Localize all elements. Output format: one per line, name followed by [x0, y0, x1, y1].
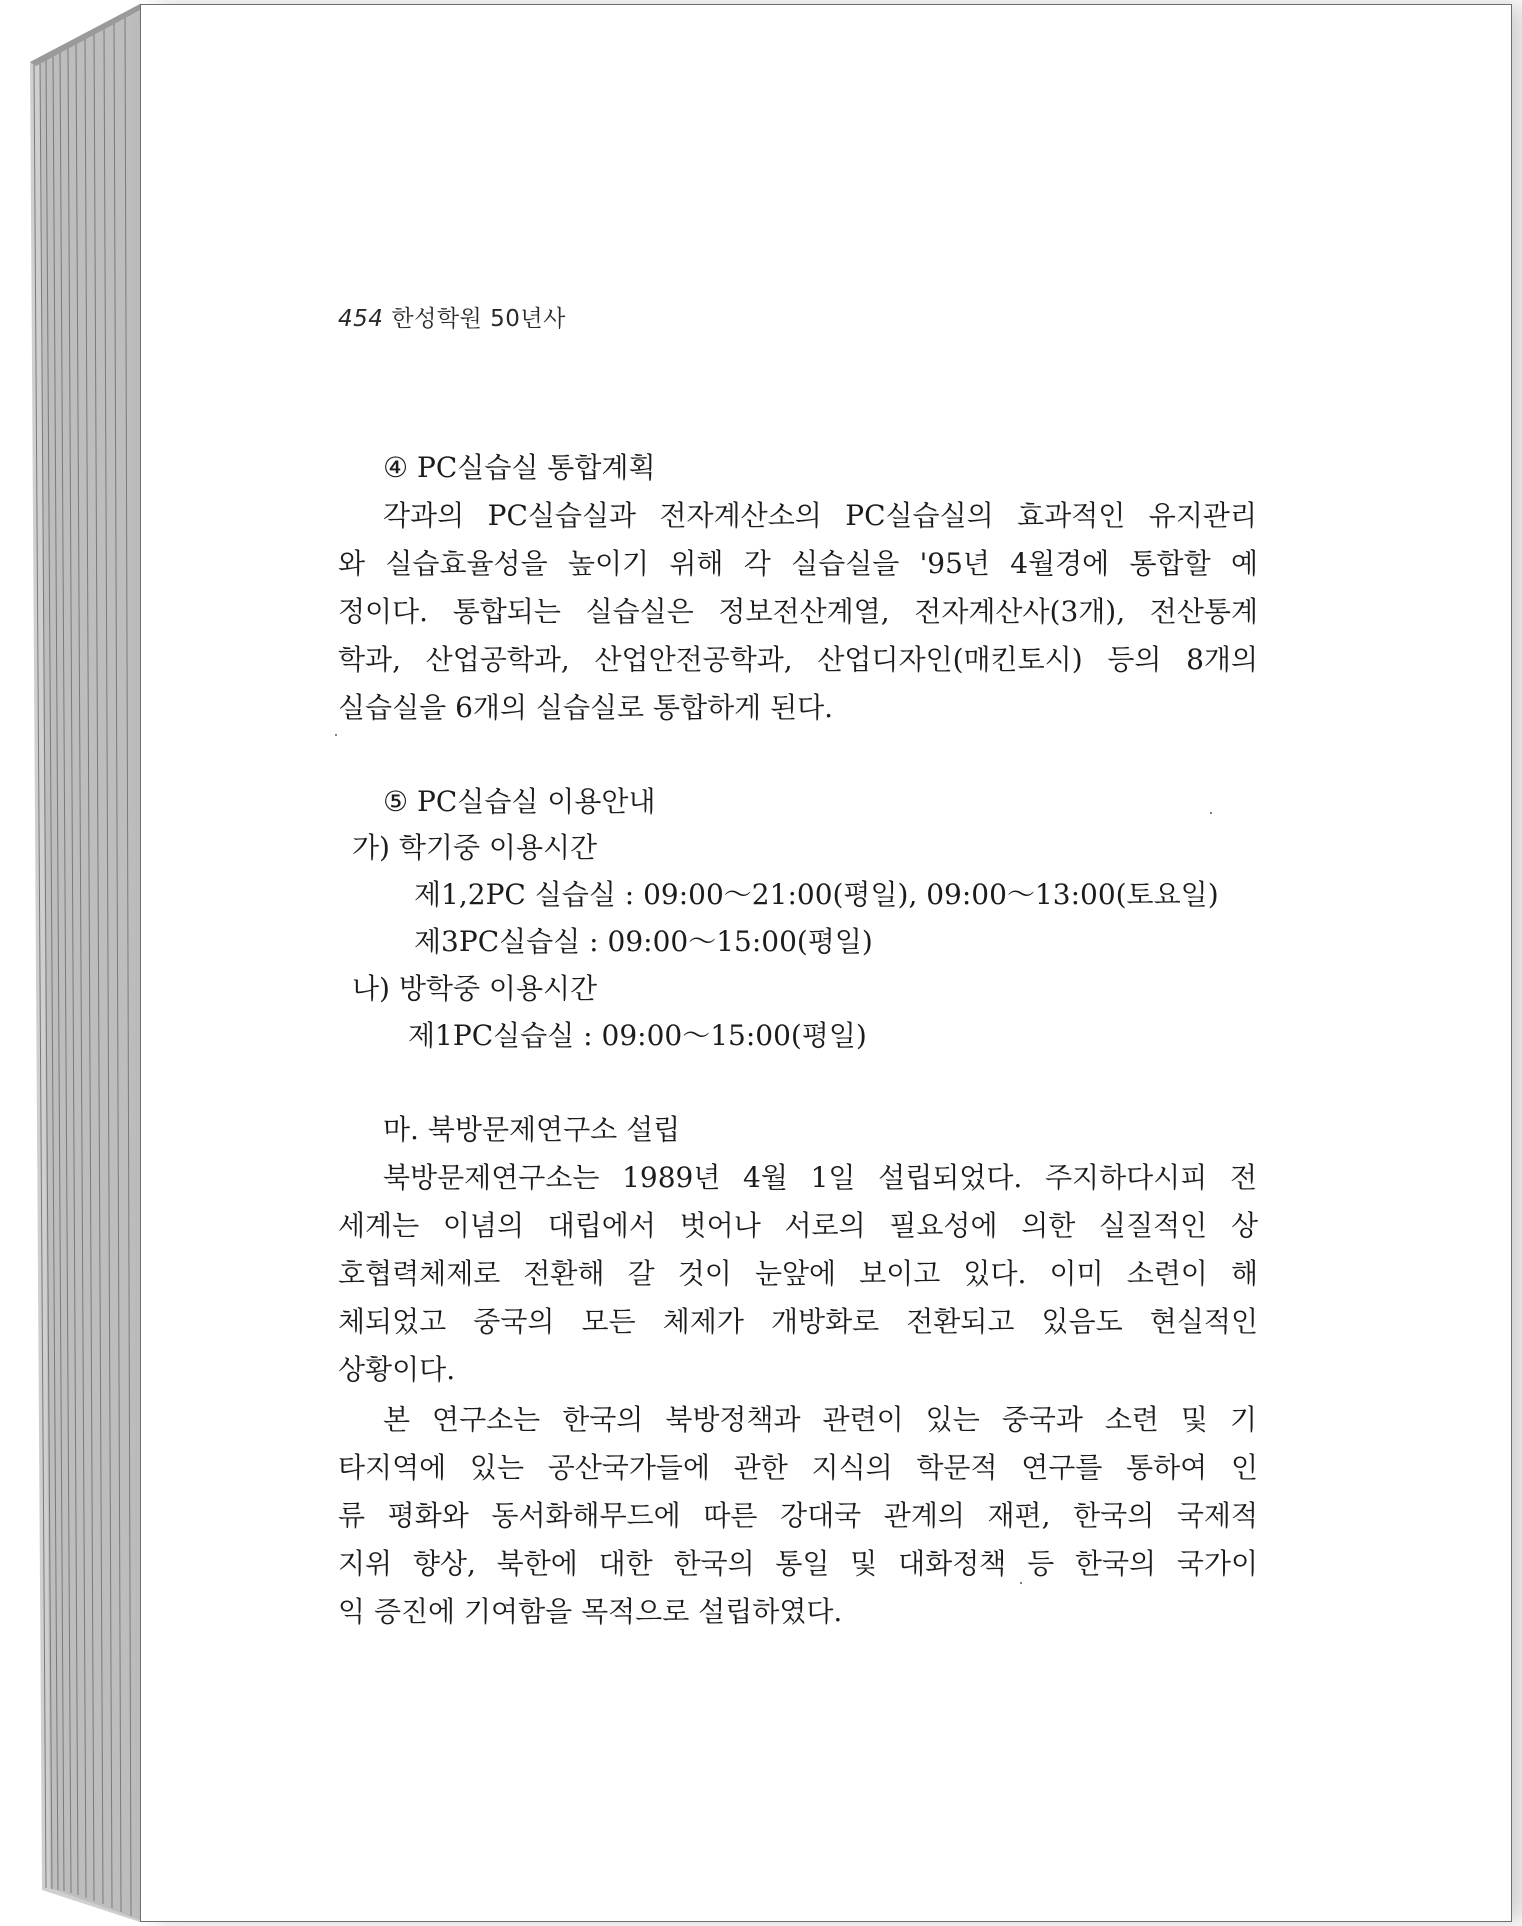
- paragraph-line: 지위 향상, 북한에 대한 한국의 통일 및 대화정책 등 한국의 국가이: [338, 1547, 1258, 1580]
- paragraph-line: 상황이다.: [338, 1353, 456, 1386]
- paragraph-line: 류 평화와 동서화해무드에 따른 강대국 관계의 재편, 한국의 국제적: [338, 1499, 1258, 1532]
- schedule-item: 제1PC실습실 : 09:00～15:00(평일): [408, 1019, 867, 1052]
- paragraph-line: 와 실습효율성을 높이기 위해 각 실습실을 '95년 4월경에 통합할 예: [338, 547, 1258, 580]
- semester-hours-label: 가) 학기중 이용시간: [352, 831, 598, 864]
- section-heading-pc-lab-integration: ④ PC실습실 통합계획: [383, 451, 656, 484]
- book-page: [140, 4, 1512, 1922]
- schedule-item: 제3PC실습실 : 09:00～15:00(평일): [414, 925, 873, 958]
- paragraph-line: 익 증진에 기여함을 목적으로 설립하였다.: [338, 1595, 843, 1628]
- running-head: [338, 300, 566, 333]
- paragraph-line: 각과의 PC실습실과 전자계산소의 PC실습실의 효과적인 유지관리: [383, 499, 1257, 532]
- paragraph-line: 본 연구소는 한국의 북방정책과 관련이 있는 중국과 소련 및 기: [383, 1403, 1257, 1436]
- paragraph-line: 북방문제연구소는 1989년 4월 1일 설립되었다. 주지하다시피 전: [383, 1161, 1257, 1194]
- section-heading-pc-lab-usage: ⑤ PC실습실 이용안내: [383, 785, 656, 818]
- schedule-item: 제1,2PC 실습실 : 09:00～21:00(평일), 09:00～13:00(토요일): [414, 878, 1219, 911]
- paragraph-line: 호협력체제로 전환해 갈 것이 눈앞에 보이고 있다. 이미 소련이 해: [338, 1257, 1258, 1290]
- paragraph-line: 세계는 이념의 대립에서 벗어나 서로의 필요성에 의한 실질적인 상: [338, 1209, 1258, 1242]
- vacation-hours-label: 나) 방학중 이용시간: [352, 972, 598, 1005]
- book-title: 한성학원 50년사: [391, 306, 566, 332]
- paragraph-line: 정이다. 통합되는 실습실은 정보전산계열, 전자계산사(3개), 전산통계: [338, 595, 1258, 628]
- paragraph-line: 체되었고 중국의 모든 체제가 개방화로 전환되고 있음도 현실적인: [338, 1305, 1258, 1338]
- section-heading-northern-institute: 마. 북방문제연구소 설립: [383, 1113, 681, 1146]
- paragraph-line: 학과, 산업공학과, 산업안전공학과, 산업디자인(매킨토시) 등의 8개의: [338, 643, 1258, 676]
- paragraph-line: 실습실을 6개의 실습실로 통합하게 된다.: [338, 691, 834, 724]
- paragraph-line: 타지역에 있는 공산국가들에 관한 지식의 학문적 연구를 통하여 인: [338, 1451, 1258, 1484]
- page-number: 454: [338, 306, 384, 332]
